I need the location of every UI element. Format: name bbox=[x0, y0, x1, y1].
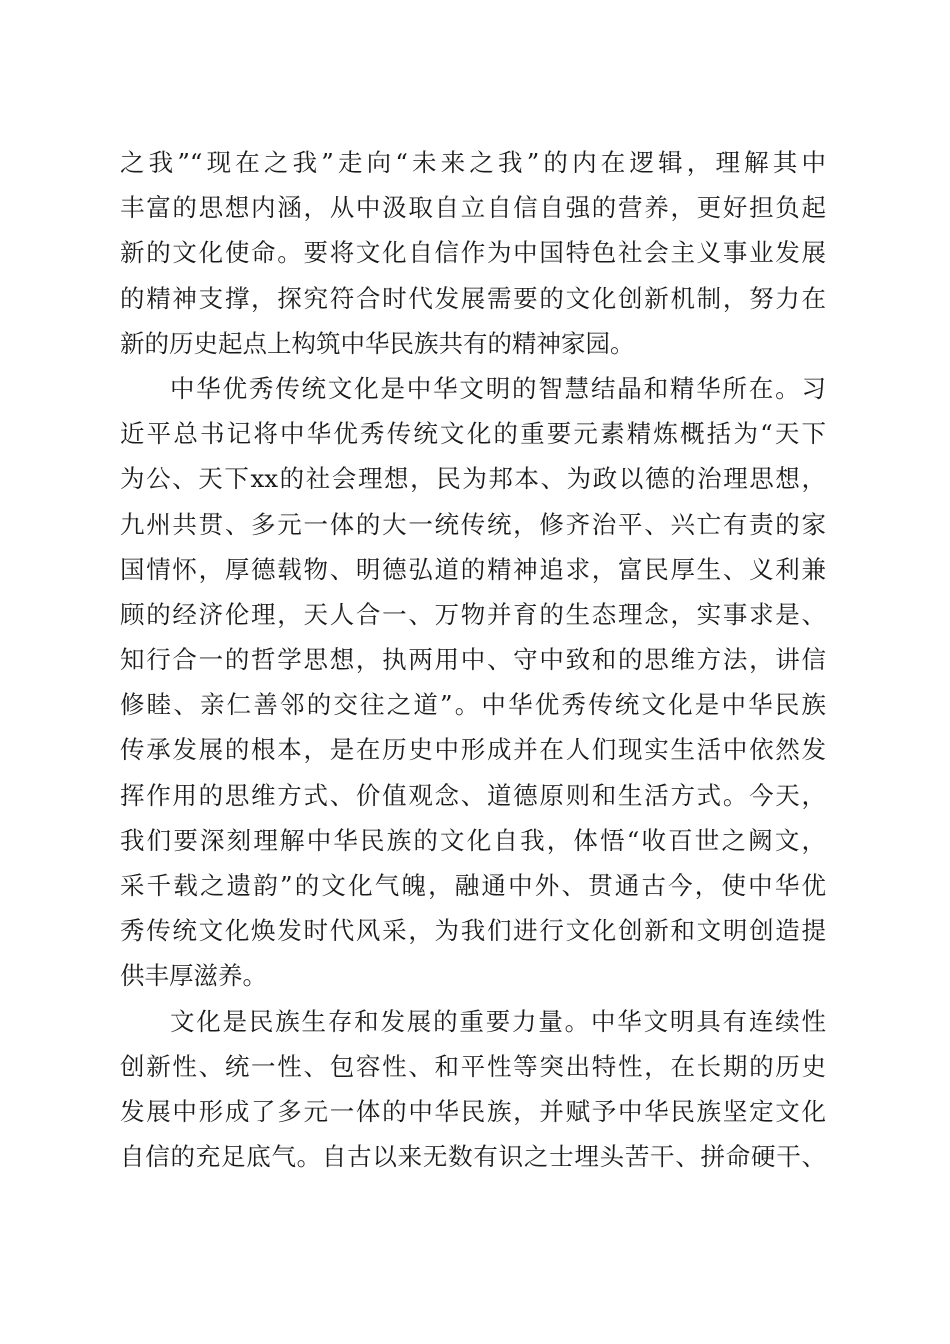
text-line: 顾的经济伦理，天人合一、万物并育的生态理念，实事求是、 bbox=[120, 599, 826, 629]
paragraph-2 bbox=[120, 366, 826, 999]
text-line: 知行合一的哲学思想，执两用中、守中致和的思维方法，讲信 bbox=[120, 645, 826, 675]
text-line: 的精神支撑，探究符合时代发展需要的文化创新机制，努力在 bbox=[120, 283, 826, 313]
text-line: 文化是民族生存和发展的重要力量。中华文明具有连续性 bbox=[170, 1006, 826, 1036]
paragraph-3 bbox=[120, 999, 826, 1180]
text-line: 新的文化使命。要将文化自信作为中国特色社会主义事业发展 bbox=[120, 238, 826, 268]
text-line: 九州共贯、多元一体的大一统传统，修齐治平、兴亡有责的家 bbox=[120, 509, 826, 539]
text-line: 之我”“现在之我”走向“未来之我”的内在逻辑，理解其中 bbox=[120, 148, 826, 177]
text-line: 为公、天下xx的社会理想，民为邦本、为政以德的治理思想， bbox=[120, 464, 826, 494]
text-line: 采千载之遗韵”的文化气魄，融通中外、贯通古今，使中华优 bbox=[120, 871, 826, 900]
text-line: 丰富的思想内涵，从中汲取自立自信自强的营养，更好担负起 bbox=[120, 193, 826, 223]
body-text bbox=[120, 140, 826, 1179]
text-line: 新的历史起点上构筑中华民族共有的精神家园。 bbox=[120, 328, 635, 358]
text-line: 中华优秀传统文化是中华文明的智慧结晶和精华所在。习 bbox=[170, 373, 826, 403]
text-line: 创新性、统一性、包容性、和平性等突出特性，在长期的历史 bbox=[120, 1051, 826, 1081]
text-line: 国情怀，厚德载物、明德弘道的精神追求，富民厚生、义利兼 bbox=[120, 554, 826, 584]
text-line: 近平总书记将中华优秀传统文化的重要元素精炼概括为“天下 bbox=[120, 419, 826, 449]
text-line: 自信的充足底气。自古以来无数有识之士埋头苦干、拼命硬干、 bbox=[120, 1142, 826, 1172]
text-line: 秀传统文化焕发时代风采，为我们进行文化创新和文明创造提 bbox=[120, 916, 826, 946]
paragraph-1 bbox=[120, 140, 826, 366]
text-line: 挥作用的思维方式、价值观念、道德原则和生活方式。今天， bbox=[120, 780, 826, 810]
text-line: 供丰厚滋养。 bbox=[120, 961, 267, 991]
text-line: 传承发展的根本，是在历史中形成并在人们现实生活中依然发 bbox=[120, 735, 826, 765]
text-line: 我们要深刻理解中华民族的文化自我，体悟“收百世之阙文， bbox=[120, 825, 826, 855]
text-line: 修睦、亲仁善邻的交往之道”。中华优秀传统文化是中华民族 bbox=[120, 690, 826, 720]
text-line: 发展中形成了多元一体的中华民族，并赋予中华民族坚定文化 bbox=[120, 1096, 826, 1126]
